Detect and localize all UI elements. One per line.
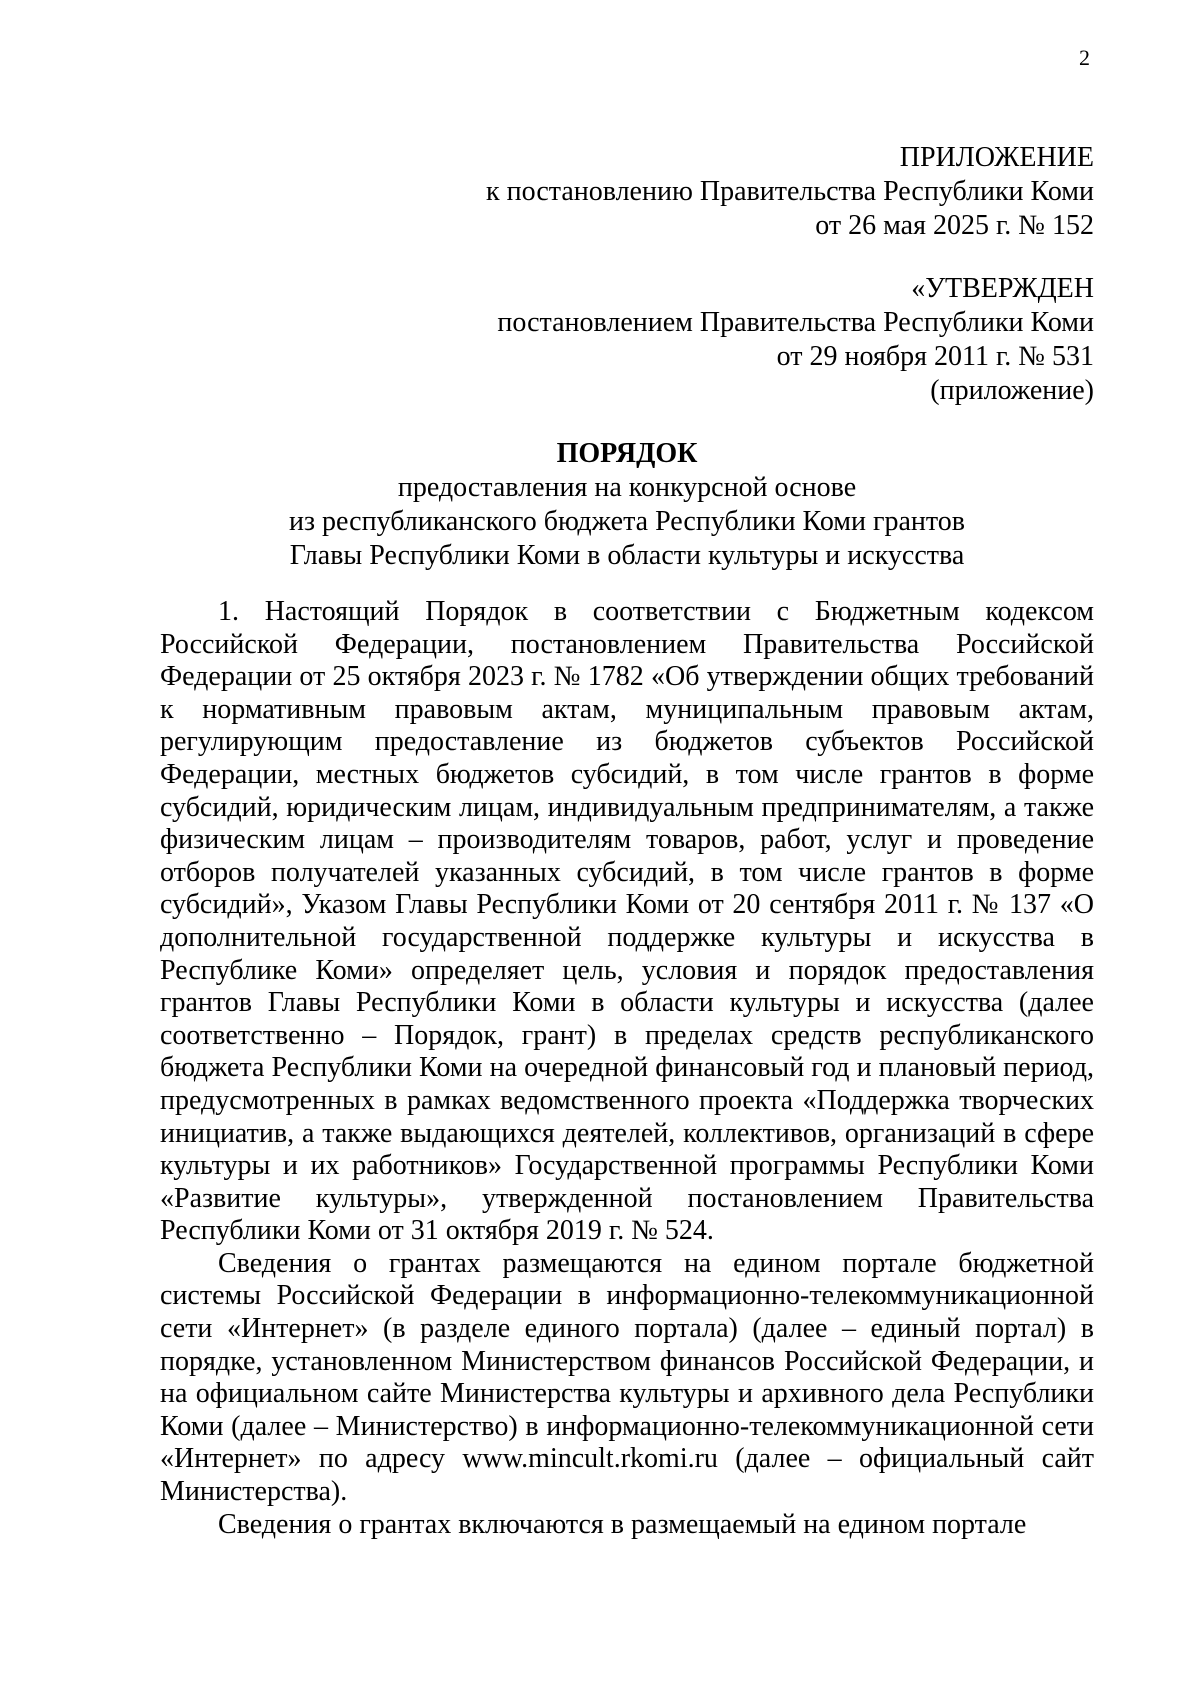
document-title	[160, 437, 1094, 573]
document-body	[160, 596, 1094, 1541]
approved-appendix-note: (приложение)	[930, 375, 1094, 406]
appendix-resolution-date: от 26 мая 2025 г. № 152	[815, 210, 1094, 241]
approved-block	[497, 272, 1094, 408]
title-line-2: из республиканского бюджета Республики Коми грантов	[288, 506, 965, 537]
approved-resolution-date: от 29 ноября 2011 г. № 531	[776, 341, 1094, 372]
appendix-block	[486, 141, 1094, 243]
approved-label: «УТВЕРЖДЕН	[911, 273, 1094, 304]
approved-resolution-ref: постановлением Правительства Республики Коми	[497, 307, 1094, 338]
appendix-resolution-ref: к постановлению Правительства Республики Коми	[486, 176, 1094, 207]
paragraph-2: Сведения о грантах размещаются на едином портале бюджетной системы Российской Федерации в информационно-телекоммуникационной сети «Интернет» (в разделе единого портала) (далее – единый портал) в порядке, установленном Министерством финансов Российской Федерации, и на официальном сайте Министерства культуры и архивного дела Республики Коми (далее – Министерство) в информационно-телекоммуникационной сети «Интернет» по адресу www.mincult.rkomi.ru (далее – официальный сайт Министерства).	[160, 1247, 1094, 1508]
title-line-1: предоставления на конкурсной основе	[397, 472, 857, 503]
appendix-label: ПРИЛОЖЕНИЕ	[899, 142, 1094, 173]
page-number: 2	[1079, 45, 1090, 70]
paragraph-3: Сведения о грантах включаются в размещаемый на едином портале	[218, 1508, 1027, 1540]
title-line-3: Главы Республики Коми в области культуры и искусства	[289, 540, 965, 571]
paragraph-1: 1. Настоящий Порядок в соответствии с Бюджетным кодексом Российской Федерации, постановлением Правительства Российской Федерации от 25 октября 2023 г. № 1782 «Об утверждении общих требований к нормативным правовым актам, муниципальным правовым актам, регулирующим предоставление из бюджетов субъектов Российской Федерации, местных бюджетов субсидий, в том числе грантов в форме субсидий, юридическим лицам, индивидуальным предпринимателям, а также физическим лицам – производителям товаров, работ, услуг и проведение отборов получателей указанных субсидий, в том числе грантов в форме субсидий», Указом Главы Республики Коми от 20 сентября 2011 г. № 137 «О дополнительной государственной поддержке культуры и искусства в Республике Коми» определяет цель, условия и порядок предоставления грантов Главы Республики Коми в области культуры и искусства (далее соответственно – Порядок, грант) в пределах средств республиканского бюджета Республики Коми на очередной финансовый год и плановый период, предусмотренных в рамках ведомственного проекта «Поддержка творческих инициатив, а также выдающихся деятелей, коллективов, организаций в сфере культуры и их работников» Государственной программы Республики Коми «Развитие культуры», утвержденной постановлением Правительства Республики Коми от 31 октября 2019 г. № 524.	[160, 596, 1094, 1247]
title-heading: ПОРЯДОК	[556, 438, 698, 469]
